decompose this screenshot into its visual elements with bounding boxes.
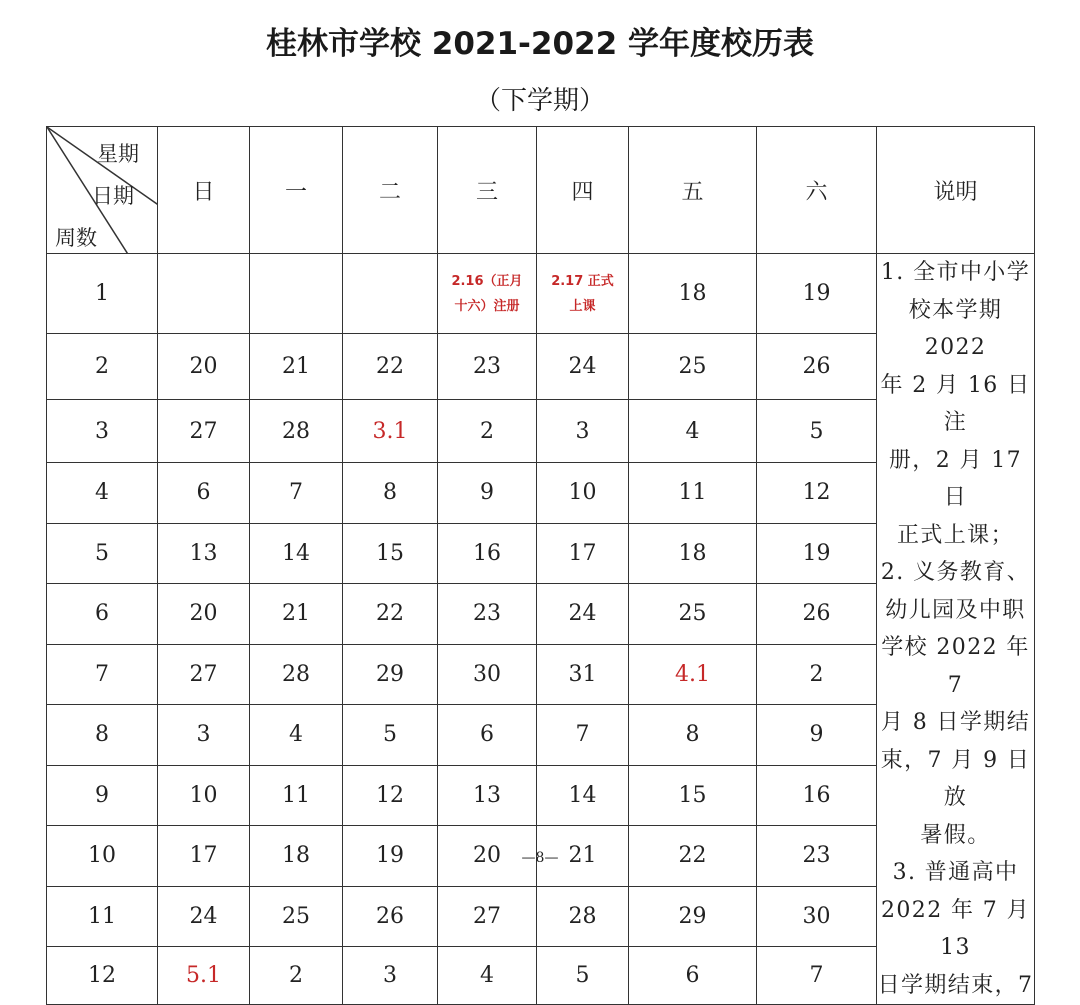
day-header-fri: 五 xyxy=(629,127,757,254)
date-cell: 24 xyxy=(158,886,250,947)
date-cell: 10 xyxy=(537,463,629,524)
date-cell: 20 xyxy=(158,334,250,400)
date-cell: 14 xyxy=(250,523,343,584)
registration-note-line2: 十六）注册 xyxy=(454,298,520,314)
week-number: 12 xyxy=(47,947,158,1005)
date-cell: 27 xyxy=(158,399,250,462)
notes-line: 月 8 日学期结 xyxy=(880,710,1031,735)
week-number: 1 xyxy=(47,254,158,334)
notes-line: 校本学期 2022 xyxy=(908,297,1003,360)
day-header-tue: 二 xyxy=(343,127,438,254)
date-cell: 7 xyxy=(757,947,877,1005)
notes-line: 年 2 月 16 日注 xyxy=(880,372,1031,435)
date-cell: 17 xyxy=(537,523,629,584)
notes-line: 幼儿园及中职 xyxy=(885,597,1026,623)
date-cell: 23 xyxy=(438,584,537,645)
date-cell-registration xyxy=(438,254,537,334)
date-cell: 4 xyxy=(250,705,343,766)
notes-line: 日学期结束，7 xyxy=(877,972,1034,998)
date-cell: 17 xyxy=(158,826,250,887)
date-cell: 11 xyxy=(250,765,343,826)
date-cell: 25 xyxy=(629,584,757,645)
date-cell: 6 xyxy=(158,463,250,524)
corner-label-date: 日期 xyxy=(92,184,134,208)
date-cell: 19 xyxy=(343,826,438,887)
corner-label-week-number: 周数 xyxy=(55,226,97,250)
date-cell: 21 xyxy=(250,584,343,645)
date-cell: 15 xyxy=(629,765,757,826)
date-cell: 28 xyxy=(537,886,629,947)
date-cell: 6 xyxy=(438,705,537,766)
date-cell-month-start: 3.1 xyxy=(343,399,438,462)
date-cell: 22 xyxy=(343,334,438,400)
date-cell: 19 xyxy=(757,254,877,334)
date-cell: 25 xyxy=(250,886,343,947)
date-cell xyxy=(250,254,343,334)
date-cell: 14 xyxy=(537,765,629,826)
date-cell: 11 xyxy=(629,463,757,524)
date-cell: 18 xyxy=(629,254,757,334)
calendar-table xyxy=(46,126,1035,1005)
day-header-thu: 四 xyxy=(537,127,629,254)
date-cell: 3 xyxy=(158,705,250,766)
date-cell: 24 xyxy=(537,584,629,645)
date-cell: 5 xyxy=(343,705,438,766)
registration-note-line1: 2.16（正月 xyxy=(451,273,523,289)
date-cell: 23 xyxy=(757,826,877,887)
date-cell: 25 xyxy=(629,334,757,400)
date-cell: 27 xyxy=(438,886,537,947)
date-cell: 12 xyxy=(757,463,877,524)
week-number: 9 xyxy=(47,765,158,826)
notes-line: 3. 普通高中 xyxy=(892,860,1019,885)
week-number: 3 xyxy=(47,399,158,462)
date-cell: 13 xyxy=(158,523,250,584)
date-cell: 31 xyxy=(537,644,629,705)
date-cell: 13 xyxy=(438,765,537,826)
date-cell: 6 xyxy=(629,947,757,1005)
date-cell: 27 xyxy=(158,644,250,705)
date-cell: 5 xyxy=(757,399,877,462)
date-cell: 19 xyxy=(757,523,877,584)
page-title: 桂林市学校 2021-2022 学年度校历表 xyxy=(265,26,814,62)
week-number: 6 xyxy=(47,584,158,645)
date-cell: 26 xyxy=(757,584,877,645)
date-cell: 9 xyxy=(757,705,877,766)
week-number: 7 xyxy=(47,644,158,705)
date-cell: 22 xyxy=(343,584,438,645)
date-cell: 29 xyxy=(343,644,438,705)
date-cell: 3 xyxy=(537,399,629,462)
date-cell: 28 xyxy=(250,644,343,705)
date-cell: 16 xyxy=(438,523,537,584)
page-subtitle: （下学期） xyxy=(474,86,605,116)
date-cell: 26 xyxy=(757,334,877,400)
date-cell: 4 xyxy=(629,399,757,462)
notes-line: 2022 年 7 月 13 xyxy=(881,897,1030,960)
date-cell xyxy=(343,254,438,334)
day-header-wed: 三 xyxy=(438,127,537,254)
date-cell: 3 xyxy=(343,947,438,1005)
notes-line: 暑假。 xyxy=(920,822,991,848)
date-cell-class-start xyxy=(537,254,629,334)
notes-line: 学校 2022 年 7 xyxy=(881,635,1030,698)
date-cell: 2 xyxy=(250,947,343,1005)
date-cell: 28 xyxy=(250,399,343,462)
date-cell: 18 xyxy=(250,826,343,887)
date-cell xyxy=(158,254,250,334)
day-header-mon: 一 xyxy=(250,127,343,254)
page-number: —8— xyxy=(521,850,559,866)
date-cell: 29 xyxy=(629,886,757,947)
corner-label-weekday: 星期 xyxy=(97,142,139,166)
notes-line: 2. 义务教育、 xyxy=(880,560,1031,585)
date-cell-month-start: 4.1 xyxy=(629,644,757,705)
notes-line: 1. 全市中小学 xyxy=(880,260,1031,285)
date-cell: 23 xyxy=(438,334,537,400)
date-cell: 8 xyxy=(343,463,438,524)
date-cell: 5 xyxy=(537,947,629,1005)
date-cell: 7 xyxy=(250,463,343,524)
date-cell: 10 xyxy=(158,765,250,826)
header-row xyxy=(47,127,1035,254)
date-cell: 16 xyxy=(757,765,877,826)
week-number: 11 xyxy=(47,886,158,947)
notes-line: 束，7 月 9 日放 xyxy=(880,747,1031,810)
date-cell: 30 xyxy=(757,886,877,947)
table-row xyxy=(47,254,1035,334)
date-cell: 30 xyxy=(438,644,537,705)
date-cell: 9 xyxy=(438,463,537,524)
notes-line: 册，2 月 17 日 xyxy=(888,447,1023,510)
date-cell: 12 xyxy=(343,765,438,826)
date-cell: 22 xyxy=(629,826,757,887)
day-header-sun: 日 xyxy=(158,127,250,254)
notes-line: 正式上课； xyxy=(896,522,1014,548)
week-number: 2 xyxy=(47,334,158,400)
week-number: 4 xyxy=(47,463,158,524)
date-cell: 21 xyxy=(250,334,343,400)
date-cell: 15 xyxy=(343,523,438,584)
date-cell: 2 xyxy=(757,644,877,705)
week-number: 5 xyxy=(47,523,158,584)
date-cell: 20 xyxy=(158,584,250,645)
class-start-note-line2: 上课 xyxy=(569,298,596,314)
week-number: 10 xyxy=(47,826,158,887)
date-cell: 2 xyxy=(438,399,537,462)
date-cell: 7 xyxy=(537,705,629,766)
date-cell: 24 xyxy=(537,334,629,400)
date-cell: 21 xyxy=(537,826,629,887)
date-cell: 18 xyxy=(629,523,757,584)
date-cell: 26 xyxy=(343,886,438,947)
date-cell: 20 xyxy=(438,826,537,887)
date-cell: 4 xyxy=(438,947,537,1005)
notes-cell xyxy=(877,254,1035,1005)
date-cell-month-start: 5.1 xyxy=(158,947,250,1005)
day-header-sat: 六 xyxy=(757,127,877,254)
week-number: 8 xyxy=(47,705,158,766)
date-cell: 8 xyxy=(629,705,757,766)
notes-header: 说明 xyxy=(877,127,1035,254)
corner-header-cell xyxy=(47,127,158,254)
class-start-note-line1: 2.17 正式 xyxy=(551,273,614,289)
